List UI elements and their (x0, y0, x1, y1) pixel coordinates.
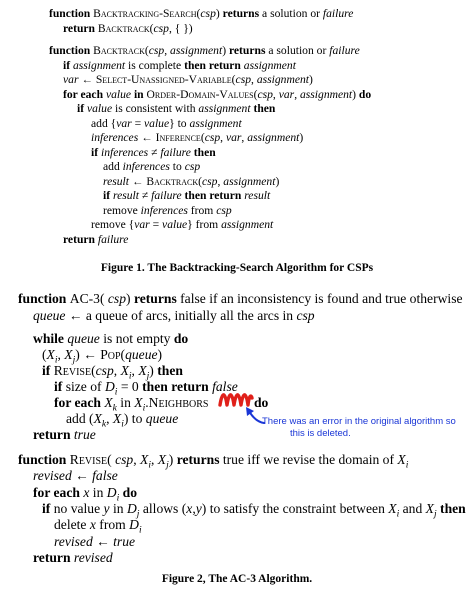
code-token: then (157, 363, 183, 378)
code-token: true iff we revise the domain of (219, 452, 398, 467)
code-token: queue (67, 331, 100, 346)
code-token: return (33, 427, 74, 442)
code-token: ) (275, 175, 280, 188)
code-token: failure (329, 44, 360, 57)
code-token: ( (120, 347, 126, 362)
code-token: , (220, 131, 226, 144)
code-token: if (103, 189, 113, 202)
code-token: allows ( (139, 501, 187, 516)
algo1-line (103, 189, 270, 203)
code-token: i (54, 355, 58, 366)
code-token: failure (160, 146, 191, 159)
code-token: value (144, 117, 170, 130)
code-token: remove { (91, 218, 135, 231)
code-token: Backtrack (93, 44, 145, 57)
code-token: x (89, 517, 96, 532)
code-token: X (46, 347, 55, 362)
code-token: x (83, 485, 90, 500)
code-token: returns (222, 7, 260, 20)
code-token: AC-3( (69, 291, 108, 306)
code-token: inferences (122, 160, 170, 173)
code-token: assignment (221, 218, 274, 231)
code-token: var (116, 117, 132, 130)
code-token: , (294, 88, 300, 101)
code-token: x (186, 501, 193, 516)
code-token: j (433, 509, 437, 520)
code-token: size of (65, 379, 105, 394)
code-token: i (116, 493, 120, 504)
code-token: value (105, 88, 132, 101)
code-token: ← (138, 131, 156, 144)
algo2-line (54, 533, 135, 550)
code-token: in (116, 395, 135, 410)
code-token: i (128, 371, 132, 382)
code-token: then return (142, 379, 213, 394)
code-token: = (131, 117, 145, 130)
code-token: ) (222, 44, 229, 57)
code-token: csp (296, 308, 315, 323)
code-token: X (157, 452, 167, 467)
code-token: ( (196, 7, 201, 20)
code-token: csp (202, 175, 218, 188)
code-token: returns (228, 44, 266, 57)
code-token: Select-Unassigned-Variable (95, 73, 232, 86)
code-token: X (397, 452, 406, 467)
annotation-note-line-2: this is deleted. (290, 428, 351, 439)
code-token: assignment (72, 59, 126, 72)
algo1-line (91, 131, 303, 145)
code-token: Inference (155, 131, 201, 144)
code-token: ← (71, 468, 93, 483)
figure-1-caption: Figure 1. The Backtracking-Search Algorithm for CSPs (100, 262, 374, 274)
code-token: y (103, 501, 110, 516)
algo1-line (63, 233, 128, 247)
code-token: , (192, 501, 196, 516)
algo2-line (33, 467, 118, 484)
code-token: for each (63, 88, 106, 101)
code-token: ← (78, 73, 96, 86)
code-token: while (33, 331, 68, 346)
code-token: inferences (91, 131, 139, 144)
algo1-line (49, 44, 360, 58)
algo1-line (49, 7, 353, 21)
algo1-line (91, 117, 242, 131)
code-token: ) ← (75, 347, 101, 362)
code-token: X (134, 395, 143, 410)
code-token: Backtrack (97, 22, 150, 35)
code-token: true (113, 534, 136, 549)
code-token: ) (168, 452, 177, 467)
code-token: then (436, 501, 466, 516)
code-token: assignment (256, 73, 309, 86)
code-token: return (63, 233, 98, 246)
code-token: ← (128, 175, 147, 188)
code-token: j (166, 460, 169, 471)
code-token: , (131, 363, 139, 378)
code-token: assignment (170, 44, 223, 57)
code-token: from (187, 204, 217, 217)
algo1-line (63, 22, 193, 36)
algo2-line (33, 330, 188, 347)
code-token: csp (257, 88, 273, 101)
code-token: false if an inconsistency is found and true otherwise (176, 291, 463, 306)
code-token: ≠ (148, 146, 161, 159)
code-token: csp (204, 131, 221, 144)
code-token: i (396, 509, 400, 520)
code-token: in (89, 485, 107, 500)
code-token: var (278, 88, 295, 101)
code-token: , (272, 88, 279, 101)
algo2-line (33, 307, 315, 324)
code-token: in (109, 501, 127, 516)
code-token: ( (144, 44, 149, 57)
code-token: value (162, 218, 188, 231)
code-token: } to (169, 117, 190, 130)
code-token: function (18, 452, 70, 467)
code-token: Backtrack (146, 175, 199, 188)
code-token: ( (198, 175, 202, 188)
code-token: returns (176, 452, 220, 467)
algo1-line (103, 204, 232, 218)
code-token: true (73, 427, 96, 442)
code-token: false (212, 379, 238, 394)
code-token: is consistent with (112, 102, 199, 115)
code-token: csp (200, 7, 216, 20)
code-token: , (113, 363, 121, 378)
code-token: X (138, 363, 147, 378)
code-token: var (225, 131, 242, 144)
code-token: then return (181, 189, 245, 202)
code-token: assignment (198, 102, 251, 115)
code-token: then (190, 146, 216, 159)
code-token: value (86, 102, 113, 115)
code-token: , (251, 73, 257, 86)
code-token: ( (91, 363, 96, 378)
code-token: i (121, 419, 124, 430)
code-token: ( (42, 347, 47, 362)
code-token: result (112, 189, 139, 202)
code-token: csp (235, 73, 252, 86)
algo1-line (77, 102, 275, 116)
code-token: X (64, 347, 73, 362)
code-token: ( (200, 131, 205, 144)
code-token: result (103, 175, 129, 188)
code-token: ) (352, 88, 359, 101)
code-token: function (18, 291, 70, 306)
code-token: Neighbors (148, 395, 209, 410)
code-token: if (77, 102, 87, 115)
code-token: i (114, 387, 118, 398)
code-token: queue (33, 308, 66, 323)
code-token: Backtracking-Search (93, 7, 197, 20)
algo1-line (91, 146, 216, 160)
code-token: X (112, 411, 122, 426)
algo1-line (91, 218, 273, 232)
code-token: queue (125, 347, 158, 362)
code-token: assignment (223, 175, 276, 188)
code-token: failure (151, 189, 182, 202)
code-token: Order-Domain-Values (146, 88, 254, 101)
code-token: X (93, 411, 102, 426)
code-token: , (133, 452, 141, 467)
code-token: assignment (299, 88, 353, 101)
code-token: k (112, 403, 117, 414)
code-token: csp (148, 44, 165, 57)
code-token: var (134, 218, 150, 231)
algo2-line (33, 426, 96, 443)
code-token: , (164, 44, 171, 57)
code-token: ) (308, 73, 313, 86)
code-token: add ( (66, 411, 94, 426)
algo1-line (63, 88, 371, 102)
code-token: do (173, 331, 189, 346)
code-token: from (95, 517, 130, 532)
code-token: if (91, 146, 101, 159)
code-token: if (54, 379, 66, 394)
code-token: D (126, 501, 137, 516)
code-token: X (425, 501, 434, 516)
code-token: function (49, 7, 94, 20)
code-token: to (169, 160, 185, 173)
code-token: , (106, 411, 113, 426)
code-token: return (63, 22, 98, 35)
code-token: j (146, 371, 150, 382)
code-token: failure (97, 233, 129, 246)
code-token: D (104, 379, 115, 394)
code-token: result (244, 189, 271, 202)
code-token: k (101, 419, 107, 430)
figure-2-caption: Figure 2, The AC-3 Algorithm. (161, 573, 313, 585)
code-token: X (104, 395, 113, 410)
code-token: , (241, 131, 248, 144)
code-token: ← a queue of arcs, initially all the arcs in (65, 308, 297, 323)
code-token: ) to (123, 411, 146, 426)
code-token: . (145, 395, 149, 410)
algo1-line (63, 73, 313, 87)
code-token: D (106, 485, 117, 500)
code-token: remove (103, 204, 141, 217)
code-token: j (136, 509, 140, 520)
code-token: inferences (140, 204, 188, 217)
code-token: csp (216, 204, 232, 217)
code-token: ( (107, 452, 116, 467)
code-token: if (63, 59, 73, 72)
algo2-line (33, 549, 113, 566)
code-token: , (57, 347, 65, 362)
code-token: i (142, 403, 146, 414)
annotation-note-line-1: There was an error in the original algorithm so (262, 416, 456, 427)
code-token: csp (95, 363, 114, 378)
code-token: revised (73, 550, 113, 565)
code-token: a solution or (265, 44, 330, 57)
code-token: ( (231, 73, 236, 86)
code-token: failure (322, 7, 354, 20)
code-token: is complete (125, 59, 185, 72)
code-token: do (119, 485, 138, 500)
code-token: if (42, 501, 54, 516)
code-token: function (49, 44, 94, 57)
code-token: add (103, 160, 123, 173)
code-token: X (140, 452, 149, 467)
code-token: then (250, 102, 276, 115)
code-token: var (63, 73, 79, 86)
code-token: false (92, 468, 118, 483)
code-token: Revise (53, 363, 92, 378)
code-token: no value (53, 501, 104, 516)
code-token: for each (54, 395, 105, 410)
algo1-line (103, 175, 279, 189)
code-token: revised (54, 534, 93, 549)
code-token: a solution or (259, 7, 323, 20)
code-token: = (149, 218, 163, 231)
code-token: return (33, 550, 74, 565)
code-token: ) (157, 347, 163, 362)
code-token: returns (133, 291, 177, 306)
code-token: ( (149, 22, 154, 35)
code-token: csp (107, 291, 127, 306)
code-token: , (150, 452, 158, 467)
code-token: csp (153, 22, 169, 35)
code-token: = 0 (117, 379, 143, 394)
code-token: ) (126, 291, 134, 306)
do-keyword: do (254, 395, 269, 410)
code-token: Revise (69, 452, 108, 467)
algo1-line (63, 59, 296, 73)
code-token: ( (253, 88, 258, 101)
code-token: csp (184, 160, 201, 173)
code-token: } from (187, 218, 222, 231)
code-token: delete (54, 517, 90, 532)
code-token: X (388, 501, 397, 516)
code-token: ← (92, 534, 114, 549)
code-token: i (405, 460, 409, 471)
code-token: do (358, 88, 372, 101)
code-token: D (129, 517, 139, 532)
code-token: ) to satisfy the constraint between (201, 501, 389, 516)
code-token: ) (299, 131, 304, 144)
code-token: ) (149, 363, 158, 378)
algo1-line (103, 160, 200, 174)
code-token: Pop (100, 347, 121, 362)
code-token: y (195, 501, 202, 516)
code-token: assignment (189, 117, 242, 130)
code-token: i (148, 460, 151, 471)
code-token: for each (33, 485, 84, 500)
code-token: , { }) (168, 22, 193, 35)
code-token: in (131, 88, 147, 101)
code-token: X (120, 363, 129, 378)
code-token: , (217, 175, 224, 188)
code-token: queue (145, 411, 179, 426)
code-token: assignment (247, 131, 300, 144)
code-token: and (399, 501, 426, 516)
code-token: j (72, 355, 76, 366)
code-token: is not empty (99, 331, 174, 346)
code-token: assignment (243, 59, 296, 72)
code-token: revised (33, 468, 72, 483)
code-token: then return (184, 59, 244, 72)
code-token: ) (215, 7, 223, 20)
code-token: add { (91, 117, 117, 130)
algo2-line (18, 290, 463, 307)
code-token: inferences (100, 146, 149, 159)
code-token: csp (115, 452, 134, 467)
code-token: ≠ (138, 189, 152, 202)
code-token: if (42, 363, 54, 378)
code-token: i (138, 525, 142, 536)
